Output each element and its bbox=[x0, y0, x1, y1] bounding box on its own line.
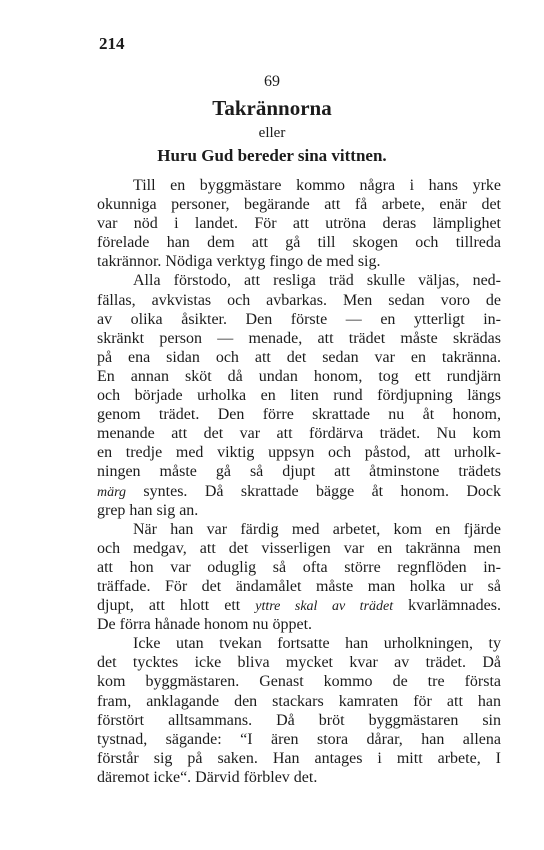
text-segment: En annan sköt då undan honom, tog ett rundjärn bbox=[97, 367, 501, 385]
text-segment: träffade. För det ändamålet måste man holka ur så bbox=[97, 577, 501, 595]
text-segment: var nöd i landet. För att utröna deras lämplighet bbox=[97, 215, 501, 233]
text-segment: syntes. Då skrattade bägge åt honom. Dock bbox=[126, 482, 501, 500]
text-line bbox=[97, 291, 501, 310]
text-segment: ningen måste gå så djupt att åtminstone trädets bbox=[97, 463, 501, 481]
text-segment: tystnad, sägande: “I ären stora dårar, han allena bbox=[97, 730, 501, 748]
text-line bbox=[97, 672, 501, 691]
text-line bbox=[97, 214, 501, 233]
chapter-number: 69 bbox=[264, 73, 280, 90]
text-segment: förelade han dem att gå till skogen och tillreda bbox=[97, 234, 501, 252]
text-line bbox=[97, 711, 501, 730]
text-line bbox=[97, 692, 501, 711]
italic-text: märg bbox=[97, 484, 127, 500]
text-segment: däremot icke“. Därvid förblev det. bbox=[97, 768, 318, 786]
text-line bbox=[97, 443, 501, 462]
text-line bbox=[97, 367, 501, 386]
text-line bbox=[97, 176, 501, 195]
text-segment: skränkt person — menade, att trädet måste skrädas bbox=[97, 329, 501, 347]
text-line bbox=[97, 233, 501, 252]
text-segment: förstår sig på saken. Han antages i mitt arbete, I bbox=[97, 749, 501, 767]
text-line bbox=[97, 310, 501, 329]
text-segment: det tycktes icke bliva mycket kvar av trädet. Då bbox=[97, 654, 501, 672]
text-line bbox=[97, 424, 501, 443]
text-line bbox=[97, 482, 501, 501]
text-line bbox=[97, 405, 501, 424]
italic-text: yttre skal av trädet bbox=[255, 599, 394, 615]
text-segment: När han var färdig med arbetet, kom en fjärde bbox=[133, 520, 501, 538]
chapter-title: Takrännorna bbox=[212, 96, 332, 120]
text-segment: De förra hånade honom nu öppet. bbox=[97, 616, 313, 634]
text-segment: fram, anklagande den stackars kamraten för att han bbox=[97, 692, 501, 710]
text-segment: och började urholka en liten rund fördjupning längs bbox=[97, 387, 501, 405]
page-number: 214 bbox=[99, 34, 125, 53]
title-connector: eller bbox=[258, 125, 286, 141]
text-line bbox=[97, 749, 501, 768]
chapter-subtitle: Huru Gud bereder sina vittnen. bbox=[157, 146, 387, 165]
text-line bbox=[97, 558, 501, 577]
text-line bbox=[97, 501, 501, 520]
text-line bbox=[97, 195, 501, 214]
text-segment: Till en byggmästare kommo några i hans yrke bbox=[133, 177, 501, 194]
text-line bbox=[97, 539, 501, 558]
text-segment: förstört alltsammans. Då bröt byggmästaren sin bbox=[97, 711, 501, 729]
text-line bbox=[97, 386, 501, 405]
text-line bbox=[97, 348, 501, 367]
text-segment: kom byggmästaren. Genast kommo de tre första bbox=[97, 673, 501, 691]
text-line bbox=[97, 634, 501, 653]
text-segment: Alla förstodo, att resliga träd skulle väljas, ned- bbox=[133, 272, 501, 290]
text-segment: kvarlämnades. bbox=[393, 597, 501, 615]
text-segment: okunniga personer, begärande att få arbete, enär det bbox=[97, 196, 501, 214]
text-line bbox=[97, 730, 501, 749]
text-segment: djupt, att hlott ett bbox=[97, 597, 256, 615]
text-segment: en tredje med viktig uppsyn och påstod, att urholk- bbox=[97, 444, 501, 462]
text-line bbox=[97, 329, 501, 348]
text-line bbox=[97, 653, 501, 672]
text-segment: genom trädet. Den förre skrattade nu åt honom, bbox=[97, 406, 501, 424]
text-line bbox=[97, 615, 501, 634]
text-segment: menande att det var att fördärva trädet. Nu kom bbox=[97, 425, 501, 443]
text-line bbox=[97, 596, 501, 615]
text-segment: Icke utan tvekan fortsatte han urholkningen, ty bbox=[133, 635, 501, 653]
text-line bbox=[97, 520, 501, 539]
text-line bbox=[97, 462, 501, 481]
text-segment: och medgav, att det visserligen var en takränna men bbox=[97, 539, 501, 557]
text-segment: takrännor. Nödiga verktyg fingo de med sig. bbox=[97, 253, 381, 271]
text-line bbox=[97, 252, 501, 271]
text-segment: på ena sidan och att det sedan var en takränna. bbox=[97, 348, 501, 366]
text-segment: fällas, avkvistas och avbarkas. Men sedan voro de bbox=[97, 291, 501, 309]
body-text bbox=[97, 176, 501, 787]
text-segment: att hon var oduglig så ofta större regnflöden in- bbox=[97, 558, 501, 576]
text-segment: av olika åsikter. Den förste — en ytterligt in- bbox=[97, 310, 501, 328]
text-segment: grep han sig an. bbox=[97, 501, 199, 519]
text-line bbox=[97, 768, 501, 787]
text-line bbox=[97, 271, 501, 290]
text-line bbox=[97, 577, 501, 596]
